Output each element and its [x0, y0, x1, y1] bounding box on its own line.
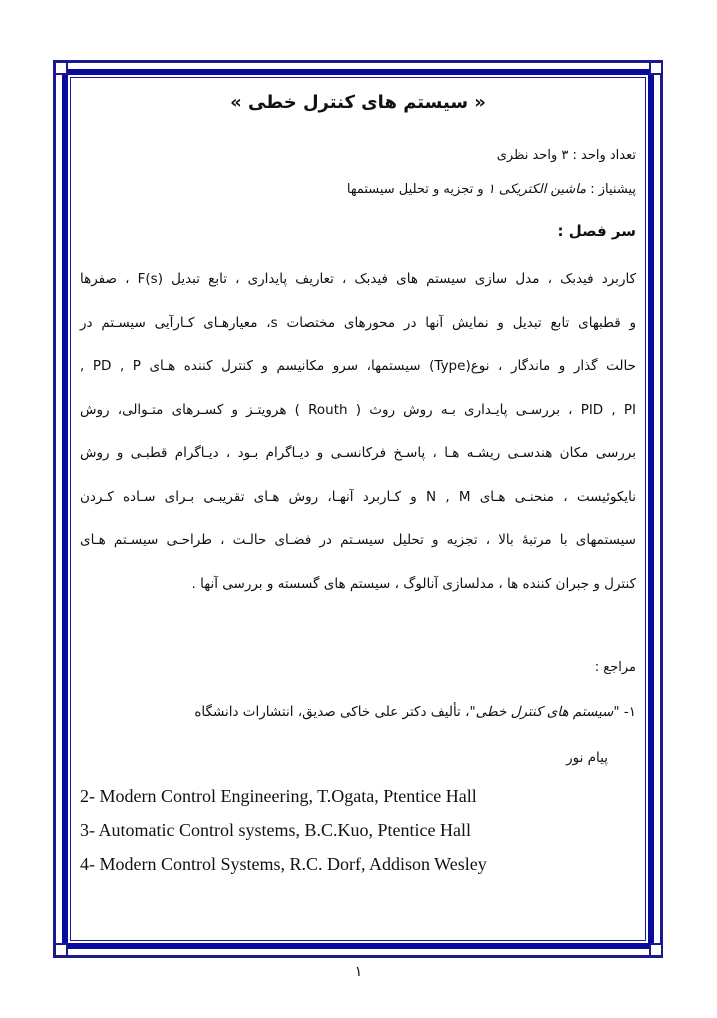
syllabus-line: بررسی مکان هندسـی ریشـه هـا ، پاسـخ فرکانسـی و دیـاگرام بـود ، دیـاگرام قطبـی و روش: [80, 445, 636, 461]
corner-ornament-top-left: [54, 61, 68, 75]
document-title: « سیستم های کنترل خطی »: [230, 92, 486, 113]
page-number: ۱: [354, 964, 363, 980]
reference-3: 3- Automatic Control systems, B.C.Kuo, Ptentice Hall: [80, 820, 471, 840]
reference-1: [194, 704, 636, 720]
credit-units: تعداد واحد : ۳ واحد نظری: [496, 148, 636, 163]
prereq-rest: و تجزیه و تحلیل سیستمها: [346, 182, 488, 197]
reference-1-number: ۱-: [619, 704, 636, 720]
document-body: [80, 82, 636, 932]
syllabus-line: PID , PI ، بررسـی پایـداری بـه روش روث ( Routh ) هرویتـز و کسـرهای متـوالی، روش: [80, 401, 636, 418]
syllabus-line: و قطبهای تابع تبدیل و نمایش آنها در محورهای مختصات s، معیارهـای کـارآیی سیسـتم در: [80, 314, 636, 331]
reference-1-details: ، تألیف دکتر علی خاکی صدیق، انتشارات دانشگاه: [194, 704, 470, 720]
syllabus-line: کاربرد فیدبک ، مدل سازی سیستم های فیدبک ، تعاریف پایداری ، تابع تبدیل F(s) ، صفرها: [80, 271, 637, 287]
corner-ornament-bottom-right: [649, 943, 663, 957]
syllabus-line: کنترل و جبران کننده ها ، مدلسازی آنالوگ ، سیستم های گسسته و بررسی آنها .: [191, 575, 636, 592]
reference-1-publisher: پیام نور: [566, 750, 608, 766]
syllabus-heading: سر فصل :: [557, 222, 636, 240]
prereq-course: ماشین الکتریکی ۱: [487, 182, 587, 197]
reference-2: 2- Modern Control Engineering, T.Ogata, Ptentice Hall: [80, 786, 477, 806]
syllabus-line: سیستمهای با مرتبهٔ بالا ، تجزیه و تحلیل سیسـتم در فضـای حالـت ، طراحـی سیسـتم هـای: [80, 532, 636, 548]
syllabus-line: حالت گذار و ماندگار ، نوع(Type) سیستمها، سرو مکانیسم و کنترل کننده هـای PD , P ,: [80, 358, 636, 374]
syllabus-line: نایکوئیست ، منحنـی هـای N , M و کـاربرد آنهـا، روش هـای تقریبـی بـرای سـاده کـردن: [80, 488, 637, 505]
reference-4: 4- Modern Control Systems, R.C. Dorf, Addison Wesley: [80, 854, 487, 874]
references-heading: مراجع :: [594, 660, 636, 675]
corner-ornament-bottom-left: [54, 943, 68, 957]
corner-ornament-top-right: [649, 61, 663, 75]
reference-1-title: "سیستم های کنترل خطی": [469, 704, 620, 720]
prereq-label: پیشنیاز :: [586, 182, 636, 197]
syllabus-paragraph: [80, 258, 636, 606]
prerequisites: [347, 182, 636, 197]
